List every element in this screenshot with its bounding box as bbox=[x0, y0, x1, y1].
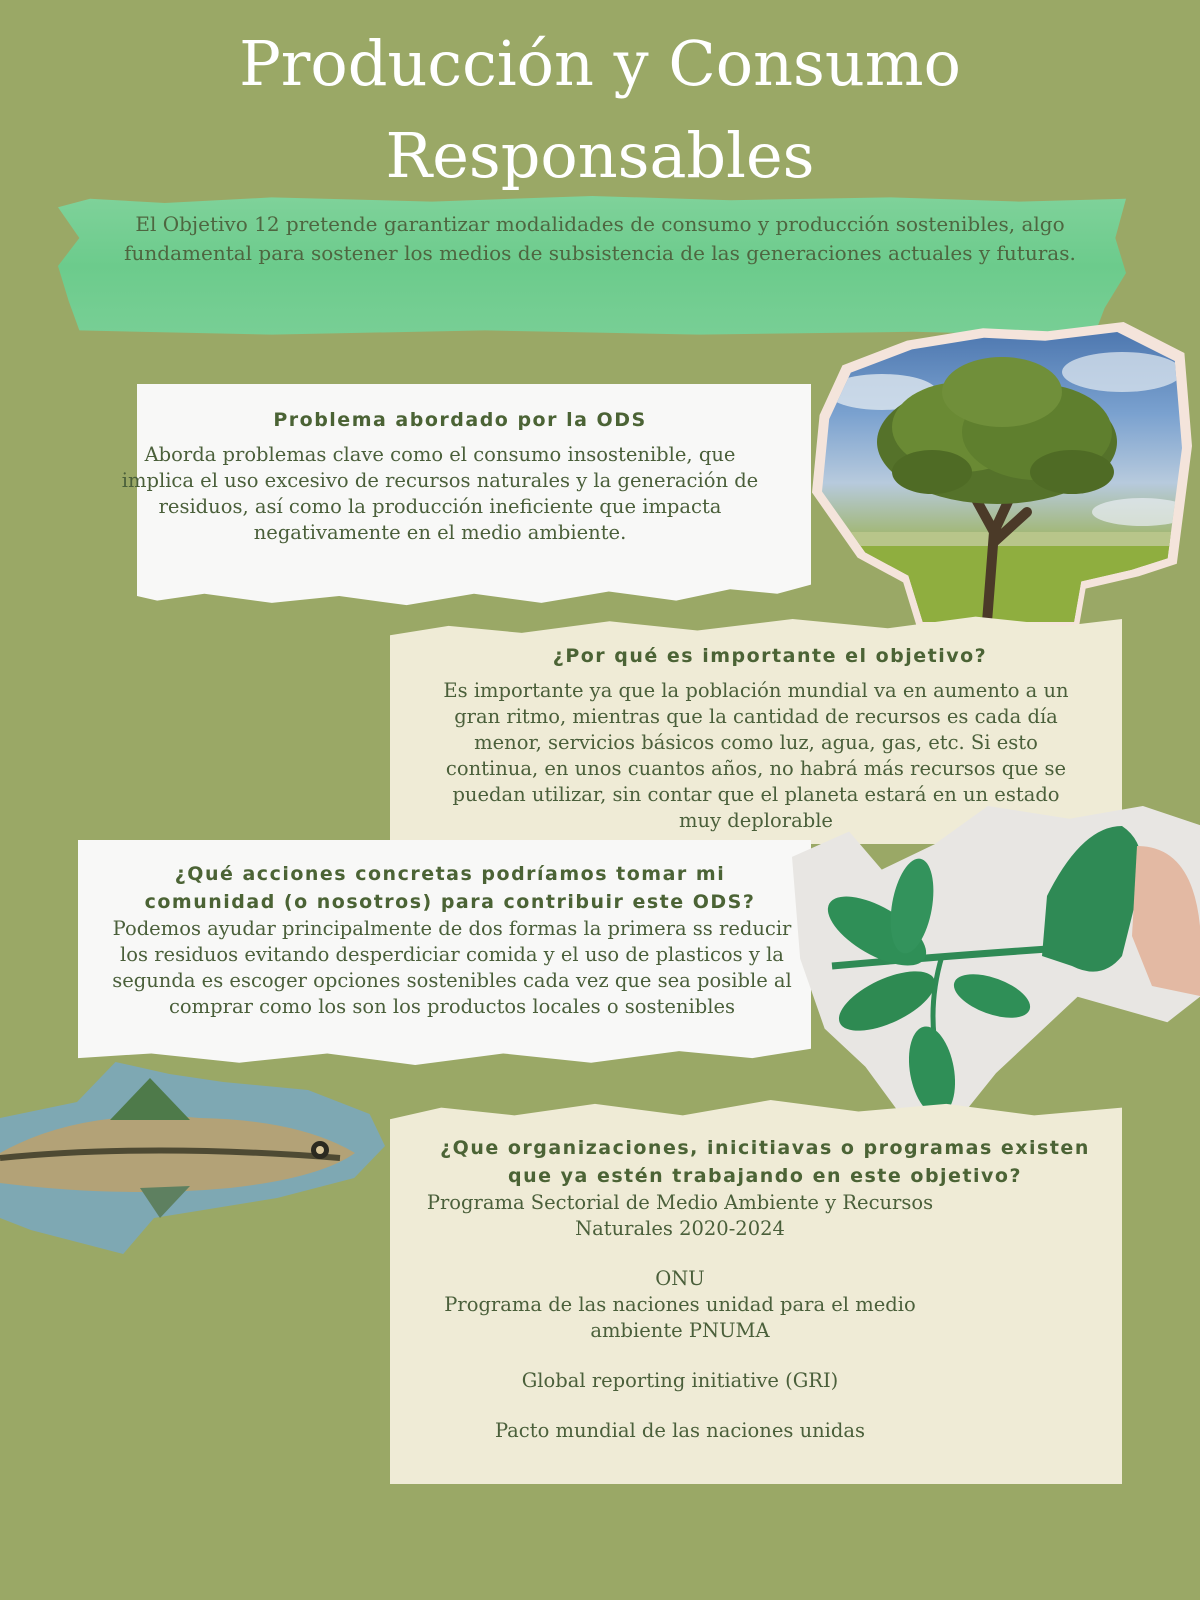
problem-body: Aborda problemas clave como el consumo insostenible, que implica el uso excesivo de recursos naturales y la generación de residuos, así como la producción ineficiente que impacta negativamente en el medio ambiente. bbox=[121, 443, 759, 544]
fish-image bbox=[0, 1058, 385, 1258]
organizations-list bbox=[400, 1190, 960, 1468]
tree-image bbox=[812, 322, 1192, 632]
organizations-heading: ¿Que organizaciones, inicitiavas o programas existen que ya estén trabajando en este objetivo? bbox=[440, 1137, 1090, 1187]
title-line-2: Responsables bbox=[385, 119, 815, 192]
hand-leaves-illustration bbox=[792, 806, 1200, 1124]
organization-item: Global reporting initiative (GRI) bbox=[521, 1369, 839, 1392]
actions-body: Podemos ayudar principalmente de dos formas la primera ss reducir los residuos evitando desperdiciar comida y el uso de plasticos y la segunda es escoger opciones sostenibles cada vez que sea posible al comprar como los son los productos locales o sostenibles bbox=[112, 917, 792, 1018]
intro-text: El Objetivo 12 pretende garantizar modalidades de consumo y producción sostenibles, algo fundamental para sostener los medios de subsistencia de las generaciones actuales y futuras. bbox=[124, 212, 1076, 265]
page-title bbox=[0, 18, 1200, 202]
fish-illustration bbox=[0, 1058, 385, 1258]
organization-item: Programa Sectorial de Medio Ambiente y Recursos Naturales 2020-2024 bbox=[426, 1191, 934, 1240]
importance-heading: ¿Por qué es importante el objetivo? bbox=[552, 645, 988, 667]
leaves-image bbox=[792, 806, 1200, 1124]
actions-heading: ¿Qué acciones concretas podríamos tomar mi comunidad (o nosotros) para contribuir este ODS? bbox=[144, 863, 756, 913]
problem-heading: Problema abordado por la ODS bbox=[273, 409, 647, 431]
organization-item: Pacto mundial de las naciones unidas bbox=[494, 1419, 866, 1442]
organization-item: ONU bbox=[655, 1267, 705, 1290]
importance-body: Es importante ya que la población mundial va en aumento a un gran ritmo, mientras que la cantidad de recursos es cada día menor, servicios básicos como luz, agua, gas, etc. Si esto continua, en unos cuantos años, no habrá más recursos que se puedan utilizar, sin contar que el planeta estará en un estado muy deplorable bbox=[443, 679, 1069, 832]
organization-item: Programa de las naciones unidad para el medio ambiente PNUMA bbox=[444, 1293, 916, 1342]
title-line-1: Producción y Consumo bbox=[239, 27, 961, 100]
